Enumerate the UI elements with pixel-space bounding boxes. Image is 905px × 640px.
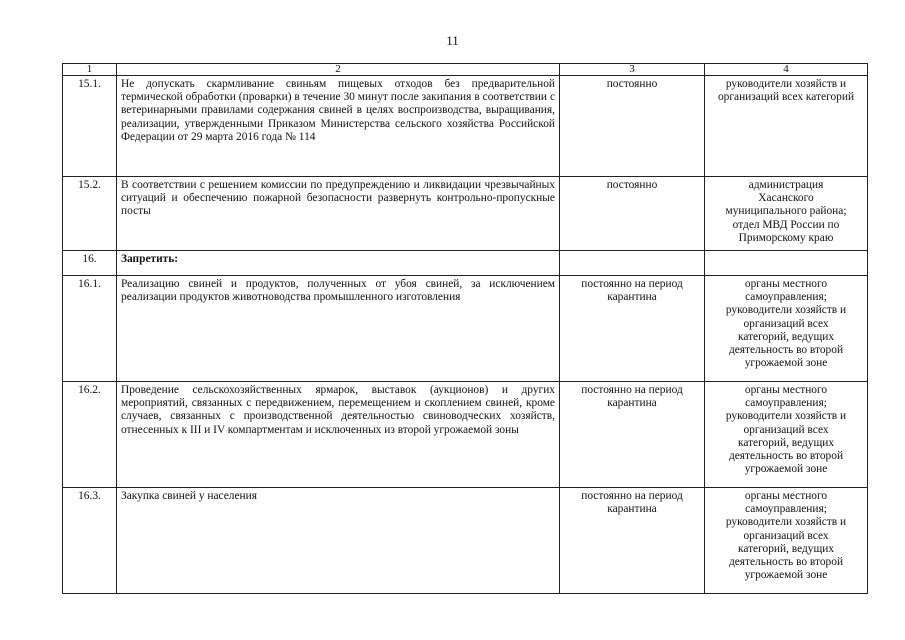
section-heading: Запретить: (117, 251, 560, 276)
measure-period (560, 382, 705, 488)
period-line: карантина (607, 503, 657, 516)
period-line: карантина (607, 291, 657, 304)
responsible-line: органы местного (744, 278, 828, 290)
responsible-line: угрожаемой зоне (744, 463, 828, 476)
responsible-line: руководители хозяйств и (725, 78, 847, 90)
measure-period (560, 488, 705, 594)
responsible-parties (705, 76, 868, 177)
measure-description: Не допускать скармливание свиньям пищевых отходов без предварительной термической обработки (проварки) в течение 30 минут после закипания в соответствии с ветеринарными правилами содержания свиней в целях воспроизводства, выращивания, реализации, утвержденными Приказом Министерства сельского хозяйства Российской Федерации от 29 марта 2016 года № 114 (117, 76, 560, 177)
row-number: 15.1. (63, 76, 117, 177)
responsible-line: категорий, ведущих (737, 436, 835, 449)
period-line: карантина (607, 397, 657, 410)
responsible-line: отдел МВД России по (732, 218, 840, 231)
responsible-line: муниципального района; (725, 205, 847, 218)
responsible-line: угрожаемой зоне (744, 357, 828, 370)
responsible-line: администрация (748, 179, 824, 191)
responsible-line: органы местного (744, 384, 828, 396)
responsible-line: руководители хозяйств и (725, 516, 847, 529)
measure-description: В соответствии с решением комиссии по предупреждению и ликвидации чрезвычайных ситуаций и обеспечению пожарной безопасности развернуть контрольно-пропускные посты (117, 177, 560, 251)
measures-table (62, 63, 868, 594)
measure-description: Проведение сельскохозяйственных ярмарок, выставок (аукционов) и других мероприятий, связанных с передвижением, перемещением и скоплением свиней, кроме случаев, связанных с производственной деятельностью свиноводческих хозяйств, отнесенных к III и IV компартментам и исключенных из второй угрожаемой зоны (117, 382, 560, 488)
row-number: 15.2. (63, 177, 117, 251)
measure-period (560, 276, 705, 382)
responsible-line: руководители хозяйств и (725, 304, 847, 317)
period-line: постоянно на период (581, 384, 683, 396)
row-number: 16. (63, 251, 117, 276)
row-number: 16.3. (63, 488, 117, 594)
responsible-line: самоуправления; (745, 397, 827, 410)
header-cell-4: 4 (705, 64, 868, 76)
responsible-parties (705, 488, 868, 594)
row-number: 16.1. (63, 276, 117, 382)
responsible-line: Приморскому краю (738, 231, 834, 244)
table-row (63, 488, 868, 594)
responsible-line: деятельность во второй (728, 344, 844, 357)
responsible-line: деятельность во второй (728, 556, 844, 569)
responsible-line: организаций всех (743, 317, 829, 330)
responsible-line: органы местного (744, 490, 828, 502)
period-line: постоянно на период (581, 490, 683, 502)
measure-period: постоянно (560, 76, 705, 177)
responsible-line: организаций всех (743, 529, 829, 542)
responsible-line: деятельность во второй (728, 450, 844, 463)
measure-description: Реализацию свиней и продуктов, полученных от убоя свиней, за исключением реализации продуктов животноводства промышленного изготовления (117, 276, 560, 382)
table-row (63, 177, 868, 251)
measure-period: постоянно (560, 177, 705, 251)
row-number: 16.2. (63, 382, 117, 488)
header-cell-1: 1 (63, 64, 117, 76)
measure-description: Закупка свиней у населения (117, 488, 560, 594)
responsible-parties (705, 177, 868, 251)
header-cell-3: 3 (560, 64, 705, 76)
responsible-parties (705, 382, 868, 488)
period-line: постоянно на период (581, 278, 683, 290)
table-row (63, 251, 868, 276)
responsible-line: категорий, ведущих (737, 542, 835, 555)
table-header-row (63, 64, 868, 76)
table-row (63, 382, 868, 488)
responsible-line: угрожаемой зоне (744, 569, 828, 582)
responsible-line: Хасанского (758, 192, 814, 205)
responsible-line: организаций всех (743, 423, 829, 436)
measure-period (560, 251, 705, 276)
table-row (63, 276, 868, 382)
responsible-line: категорий, ведущих (737, 330, 835, 343)
responsible-parties (705, 251, 868, 276)
page-number: 11 (446, 33, 459, 48)
responsible-line: самоуправления; (745, 291, 827, 304)
table-row (63, 76, 868, 177)
responsible-line: самоуправления; (745, 503, 827, 516)
responsible-parties (705, 276, 868, 382)
responsible-line: руководители хозяйств и (725, 410, 847, 423)
header-cell-2: 2 (117, 64, 560, 76)
responsible-line: организаций всех категорий (717, 91, 855, 104)
